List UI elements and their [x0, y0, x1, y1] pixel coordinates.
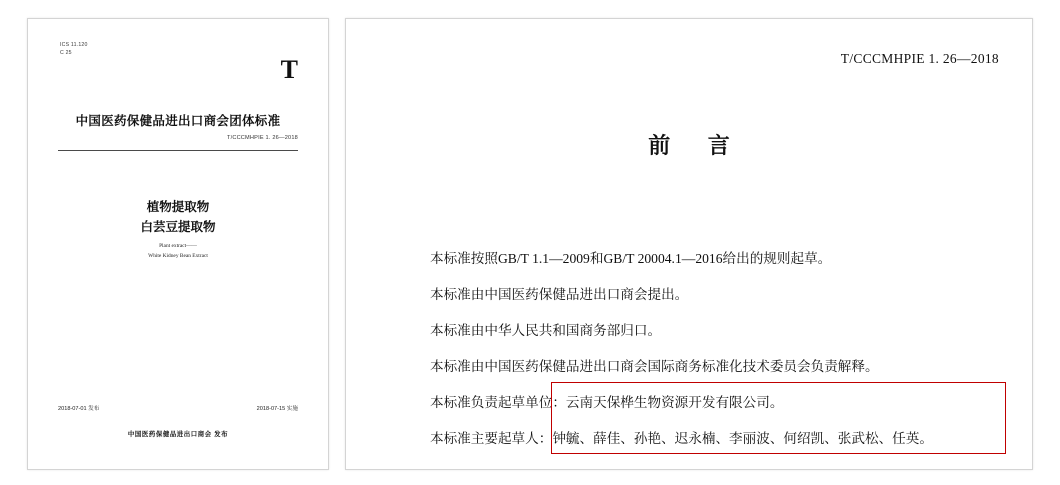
- foreword-paragraph: 本标准负责起草单位：云南天保桦生物资源开发有限公司。: [430, 395, 784, 410]
- foreword-title: 前 言: [648, 133, 746, 158]
- cover-content: [28, 19, 328, 469]
- ics-line-2: C 25: [60, 50, 72, 56]
- foreword-header-standard-number: T/CCCMHPIE 1. 26—2018: [840, 51, 999, 66]
- ics-line-1: ICS 11.120: [60, 42, 88, 48]
- ics-classification-block: [60, 41, 88, 57]
- cover-date-row: [58, 404, 298, 412]
- cover-subject-en-2: White Kidney Bean Extract: [148, 253, 208, 259]
- cover-standard-number: T/CCCMHPIE 1. 26—2018: [226, 135, 298, 141]
- foreword-paragraph: 本标准由中国医药保健品进出口商会国际商务标准化技术委员会负责解释。: [430, 359, 879, 374]
- foreword-paragraph: 本标准主要起草人：钟毓、薛佳、孙艳、迟永楠、李丽波、何绍凯、张武松、任英。: [430, 431, 933, 446]
- foreword-page: [345, 18, 1033, 470]
- cover-subject-cn-1: 植物提取物: [146, 200, 210, 214]
- cover-subject-block: [28, 197, 328, 261]
- standard-mark-letter: T: [280, 55, 298, 84]
- cover-subject-en-1: Plant extract——: [159, 243, 197, 249]
- foreword-paragraph: 本标准由中国医药保健品进出口商会提出。: [430, 287, 689, 302]
- cover-issue-date: 2018-07-01 发布: [58, 406, 100, 412]
- cover-implement-date: 2018-07-15 实施: [256, 406, 298, 412]
- cover-divider: [58, 150, 298, 151]
- cover-title: 中国医药保健品进出口商会团体标准: [75, 114, 281, 128]
- foreword-paragraph: 本标准由中华人民共和国商务部归口。: [430, 323, 662, 338]
- cover-issuer: 中国医药保健品进出口商会 发布: [127, 431, 229, 438]
- cover-page: [27, 18, 329, 470]
- cover-subject-cn-2: 白芸豆提取物: [140, 220, 216, 234]
- foreword-body: [430, 241, 992, 457]
- foreword-paragraph: 本标准按照GB/T 1.1—2009和GB/T 20004.1—2016给出的规则起草。: [430, 251, 832, 266]
